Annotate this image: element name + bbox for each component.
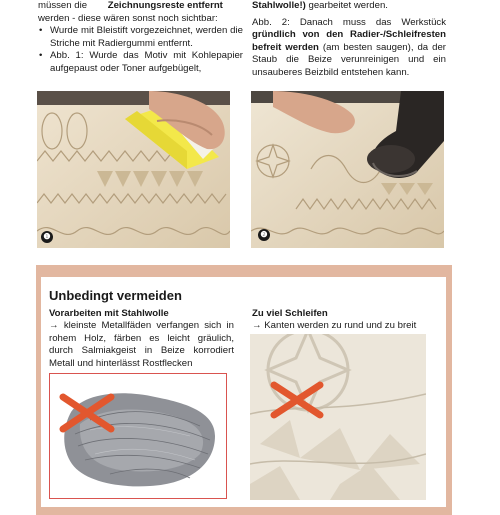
steel-wool-image xyxy=(49,373,227,499)
avoid-box xyxy=(41,277,446,507)
carving-vacuum-illustration xyxy=(251,91,444,248)
avoid-left-text: → kleinste Metallfäden verfangen sich in rohem Holz, färben es leicht gräulich, durch Salmiakgeist in Beize korrodiert Metall und hinterlässt Rostflecken xyxy=(49,320,234,369)
avoid-left-section xyxy=(49,308,234,370)
avoid-left-heading: Vorarbeiten mit Stahlwolle xyxy=(49,308,169,319)
right-line-1: Stahlwolle!) gearbeitet werden. xyxy=(252,0,388,11)
avoid-right-text: → Kanten werden zu rund und zu breit xyxy=(252,320,417,331)
left-text-column xyxy=(38,0,243,76)
avoid-right-section xyxy=(252,308,442,333)
intro-line-2: werden - diese wären sonst noch sichtbar: xyxy=(38,12,218,24)
figure-2-photo xyxy=(251,91,444,248)
bullet-item: • Abb. 1: Wurde das Motiv mit Kohlepapier aufgepaust oder Toner aufgebügelt, xyxy=(39,50,243,74)
figure-1-photo xyxy=(37,91,230,248)
cross-icon xyxy=(57,393,117,433)
carving-sanding-illustration xyxy=(37,91,230,248)
arrow-icon: → xyxy=(252,320,262,331)
right-paragraph: Abb. 2: Danach muss das Werkstück gründlich von den Radier-/Schleifresten befreit werden (am besten saugen), da der Staub die Beize verunreinigen und ein unsauberes Beizbild entstehen kann. xyxy=(252,16,446,78)
arrow-icon: → xyxy=(49,320,59,331)
bullet-icon: • xyxy=(39,25,43,37)
intro-line: müssen die Zeichnungsreste entfernt xyxy=(38,0,223,11)
avoid-right-heading: Zu viel Schleifen xyxy=(252,308,328,319)
figure-number-badge: ❶ xyxy=(41,231,53,243)
right-text-column xyxy=(252,0,446,80)
bullet-icon: • xyxy=(39,50,43,62)
avoid-box-title: Unbedingt vermeiden xyxy=(49,288,182,303)
figure-number-badge: ❷ xyxy=(258,229,270,241)
cross-icon xyxy=(268,381,326,419)
bullet-item: • Wurde mit Bleistift vorgezeichnet, werden die Striche mit Radiergummi entfernt. xyxy=(39,25,243,49)
